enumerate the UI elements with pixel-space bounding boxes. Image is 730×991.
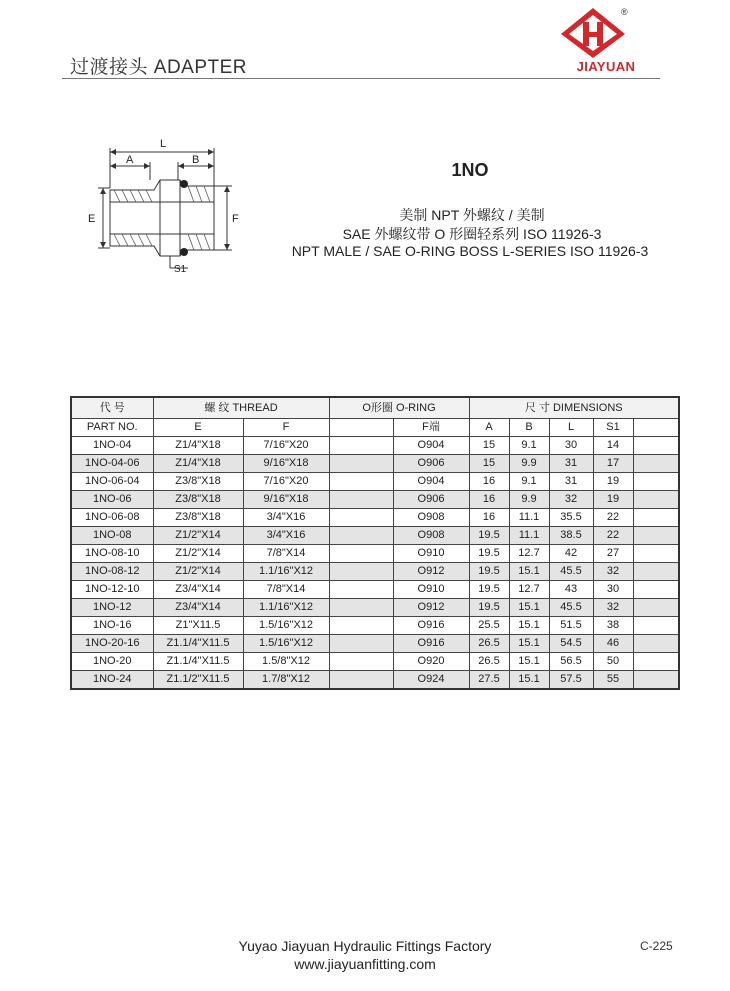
table-cell: 1NO-24 xyxy=(71,671,153,690)
table-cell xyxy=(329,527,393,545)
table-cell: 31 xyxy=(549,473,593,491)
table-cell: 1NO-04-06 xyxy=(71,455,153,473)
footer-website: www.jiayuanfitting.com xyxy=(294,956,436,972)
table-cell: O924 xyxy=(393,671,469,690)
dim-label-B: B xyxy=(192,154,200,166)
table-cell: 15.1 xyxy=(509,653,549,671)
table-cell: 22 xyxy=(593,509,633,527)
table-cell: 17 xyxy=(593,455,633,473)
table-cell xyxy=(633,545,679,563)
table-cell: 1NO-04 xyxy=(71,437,153,455)
dim-label-E: E xyxy=(88,213,96,225)
table-cell: 1NO-20-16 xyxy=(71,635,153,653)
table-cell: 15.1 xyxy=(509,599,549,617)
table-cell: 16 xyxy=(469,491,509,509)
column-header: L xyxy=(549,419,593,437)
table-cell: 1NO-06-08 xyxy=(71,509,153,527)
table-cell xyxy=(633,617,679,635)
table-cell xyxy=(633,581,679,599)
table-cell: 22 xyxy=(593,527,633,545)
table-cell xyxy=(633,491,679,509)
table-cell xyxy=(329,635,393,653)
table-cell xyxy=(329,563,393,581)
table-cell: Z3/8"X18 xyxy=(153,473,243,491)
table-cell: 42 xyxy=(549,545,593,563)
table-cell: 15 xyxy=(469,455,509,473)
dim-label-L: L xyxy=(160,138,167,150)
table-cell: 38.5 xyxy=(549,527,593,545)
header-oring: O形圈 O-RING xyxy=(329,397,469,419)
table-cell: 1NO-06 xyxy=(71,491,153,509)
table-cell: 16 xyxy=(469,473,509,491)
header-dimensions: 尺 寸 DIMENSIONS xyxy=(469,397,679,419)
registered-mark: ® xyxy=(621,7,628,17)
table-cell: 51.5 xyxy=(549,617,593,635)
table-cell: 57.5 xyxy=(549,671,593,690)
table-cell: Z3/8"X18 xyxy=(153,509,243,527)
table-cell: 46 xyxy=(593,635,633,653)
table-cell: O904 xyxy=(393,437,469,455)
table-cell: 56.5 xyxy=(549,653,593,671)
table-cell: 32 xyxy=(593,599,633,617)
table-cell: O916 xyxy=(393,635,469,653)
table-cell: 11.1 xyxy=(509,509,549,527)
table-row xyxy=(71,545,679,563)
table-cell: 45.5 xyxy=(549,599,593,617)
table-cell: 54.5 xyxy=(549,635,593,653)
table-row xyxy=(71,617,679,635)
table-cell: 11.1 xyxy=(509,527,549,545)
table-cell: 30 xyxy=(593,581,633,599)
table-cell xyxy=(329,455,393,473)
table-cell: O916 xyxy=(393,617,469,635)
table-cell xyxy=(633,437,679,455)
table-cell xyxy=(633,509,679,527)
table-group-header xyxy=(71,397,679,419)
table-cell: 1.5/16"X12 xyxy=(243,635,329,653)
header-code: 代 号 xyxy=(71,397,153,419)
table-cell: 1.1/16"X12 xyxy=(243,563,329,581)
table-cell: Z1.1/2"X11.5 xyxy=(153,671,243,690)
specification-table xyxy=(70,396,680,690)
logo-diamond-icon xyxy=(559,6,627,60)
table-row xyxy=(71,527,679,545)
table-cell xyxy=(633,563,679,581)
table-cell: O904 xyxy=(393,473,469,491)
table-cell xyxy=(329,581,393,599)
table-cell: 7/8"X14 xyxy=(243,581,329,599)
dim-label-A: A xyxy=(126,154,134,166)
table-cell xyxy=(329,491,393,509)
table-cell: 15.1 xyxy=(509,671,549,690)
table-cell: Z1/2"X14 xyxy=(153,545,243,563)
column-header xyxy=(329,419,393,437)
dim-label-S1: S1 xyxy=(174,264,187,275)
table-cell xyxy=(633,653,679,671)
table-cell: O910 xyxy=(393,581,469,599)
column-header: F端 xyxy=(393,419,469,437)
table-cell: 27.5 xyxy=(469,671,509,690)
table-cell: Z3/4"X14 xyxy=(153,581,243,599)
table-cell: 14 xyxy=(593,437,633,455)
table-cell: Z1/4"X18 xyxy=(153,455,243,473)
table-cell: 32 xyxy=(593,563,633,581)
table-cell: 26.5 xyxy=(469,653,509,671)
table-cell: 3/4"X16 xyxy=(243,509,329,527)
table-cell xyxy=(633,599,679,617)
description-line-1: 美制 NPT 外螺纹 / 美制 xyxy=(399,207,545,223)
table-cell: 32 xyxy=(549,491,593,509)
table-cell: 38 xyxy=(593,617,633,635)
table-cell: Z1/2"X14 xyxy=(153,563,243,581)
table-cell: 1.5/16"X12 xyxy=(243,617,329,635)
table-cell xyxy=(329,617,393,635)
description-line-3: NPT MALE / SAE O-RING BOSS L-SERIES ISO 11926-3 xyxy=(291,243,649,259)
page-title: 过渡接头 ADAPTER xyxy=(70,57,248,78)
table-cell: 25.5 xyxy=(469,617,509,635)
table-cell: 15.1 xyxy=(509,617,549,635)
footer-company: Yuyao Jiayuan Hydraulic Fittings Factory xyxy=(238,938,492,954)
column-header: B xyxy=(509,419,549,437)
column-header xyxy=(633,419,679,437)
column-header: A xyxy=(469,419,509,437)
fitting-drawing xyxy=(84,136,244,287)
table-cell xyxy=(633,527,679,545)
table-cell: O906 xyxy=(393,455,469,473)
table-cell: Z1/4"X18 xyxy=(153,437,243,455)
table-cell: O920 xyxy=(393,653,469,671)
dim-label-F: F xyxy=(232,213,239,225)
table-cell: 19 xyxy=(593,473,633,491)
table-cell: Z3/4"X14 xyxy=(153,599,243,617)
table-cell: 9.1 xyxy=(509,473,549,491)
column-header: E xyxy=(153,419,243,437)
table-cell: 55 xyxy=(593,671,633,690)
table-cell: 15 xyxy=(469,437,509,455)
table-cell xyxy=(329,653,393,671)
table-row xyxy=(71,653,679,671)
brand-logo xyxy=(553,4,663,76)
table-cell xyxy=(329,509,393,527)
table-cell: 7/16"X20 xyxy=(243,473,329,491)
table-cell: 26.5 xyxy=(469,635,509,653)
table-cell: 1NO-08-12 xyxy=(71,563,153,581)
table-row xyxy=(71,509,679,527)
table-cell xyxy=(633,671,679,690)
part-code-title: 1NO xyxy=(451,160,489,180)
table-cell: 9.1 xyxy=(509,437,549,455)
table-cell: 35.5 xyxy=(549,509,593,527)
table-cell: 1NO-08-10 xyxy=(71,545,153,563)
table-cell: 30 xyxy=(549,437,593,455)
table-cell xyxy=(329,473,393,491)
table-cell: O912 xyxy=(393,599,469,617)
table-cell xyxy=(633,473,679,491)
table-cell: 1NO-12 xyxy=(71,599,153,617)
table-cell: 9/16"X18 xyxy=(243,491,329,509)
table-cell: 7/16"X20 xyxy=(243,437,329,455)
column-header: PART NO. xyxy=(71,419,153,437)
table-cell xyxy=(329,671,393,690)
table-sub-header xyxy=(71,419,679,437)
header-thread: 螺 纹 THREAD xyxy=(153,397,329,419)
table-cell: 19.5 xyxy=(469,545,509,563)
table-row xyxy=(71,581,679,599)
table-cell: Z1/2"X14 xyxy=(153,527,243,545)
table-cell: 7/8"X14 xyxy=(243,545,329,563)
table-cell: 19.5 xyxy=(469,527,509,545)
table-cell: 9.9 xyxy=(509,455,549,473)
table-cell: 27 xyxy=(593,545,633,563)
table-row xyxy=(71,455,679,473)
table-cell: 12.7 xyxy=(509,581,549,599)
page-number: C-225 xyxy=(640,939,673,953)
table-cell: 31 xyxy=(549,455,593,473)
column-header: S1 xyxy=(593,419,633,437)
table-cell: Z1"X11.5 xyxy=(153,617,243,635)
table-cell: Z1.1/4"X11.5 xyxy=(153,635,243,653)
table-cell: 1NO-06-04 xyxy=(71,473,153,491)
table-cell xyxy=(633,455,679,473)
table-cell: 43 xyxy=(549,581,593,599)
table-cell: 15.1 xyxy=(509,563,549,581)
table-cell: 1NO-12-10 xyxy=(71,581,153,599)
table-cell: 15.1 xyxy=(509,635,549,653)
table-cell: O906 xyxy=(393,491,469,509)
table-row xyxy=(71,635,679,653)
table-cell: O912 xyxy=(393,563,469,581)
table-cell: 3/4"X16 xyxy=(243,527,329,545)
column-header: F xyxy=(243,419,329,437)
table-cell: Z1.1/4"X11.5 xyxy=(153,653,243,671)
table-cell xyxy=(329,545,393,563)
table-row xyxy=(71,599,679,617)
table-cell: 9.9 xyxy=(509,491,549,509)
table-cell: 19.5 xyxy=(469,599,509,617)
table-row xyxy=(71,491,679,509)
table-row xyxy=(71,563,679,581)
table-cell xyxy=(329,599,393,617)
table-cell: 1NO-20 xyxy=(71,653,153,671)
header-divider xyxy=(62,78,660,79)
description-line-2: SAE 外螺纹带 O 形圈轻系列 ISO 11926-3 xyxy=(342,226,602,242)
table-cell: 19.5 xyxy=(469,581,509,599)
table-cell: 9/16"X18 xyxy=(243,455,329,473)
table-row xyxy=(71,671,679,690)
table-cell: 1.5/8"X12 xyxy=(243,653,329,671)
table-cell: 19 xyxy=(593,491,633,509)
brand-name: JIAYUAN xyxy=(576,59,636,74)
table-cell: 45.5 xyxy=(549,563,593,581)
table-cell: Z3/8"X18 xyxy=(153,491,243,509)
table-cell: O908 xyxy=(393,509,469,527)
table-cell xyxy=(329,437,393,455)
table-row xyxy=(71,437,679,455)
table-cell: 1NO-16 xyxy=(71,617,153,635)
table-cell: 19.5 xyxy=(469,563,509,581)
table-cell: 16 xyxy=(469,509,509,527)
table-row xyxy=(71,473,679,491)
table-cell: O910 xyxy=(393,545,469,563)
table-cell: 1.1/16"X12 xyxy=(243,599,329,617)
table-cell: 1.7/8"X12 xyxy=(243,671,329,690)
table-cell: 12.7 xyxy=(509,545,549,563)
table-cell xyxy=(633,635,679,653)
table-cell: O908 xyxy=(393,527,469,545)
table-cell: 1NO-08 xyxy=(71,527,153,545)
table-cell: 50 xyxy=(593,653,633,671)
